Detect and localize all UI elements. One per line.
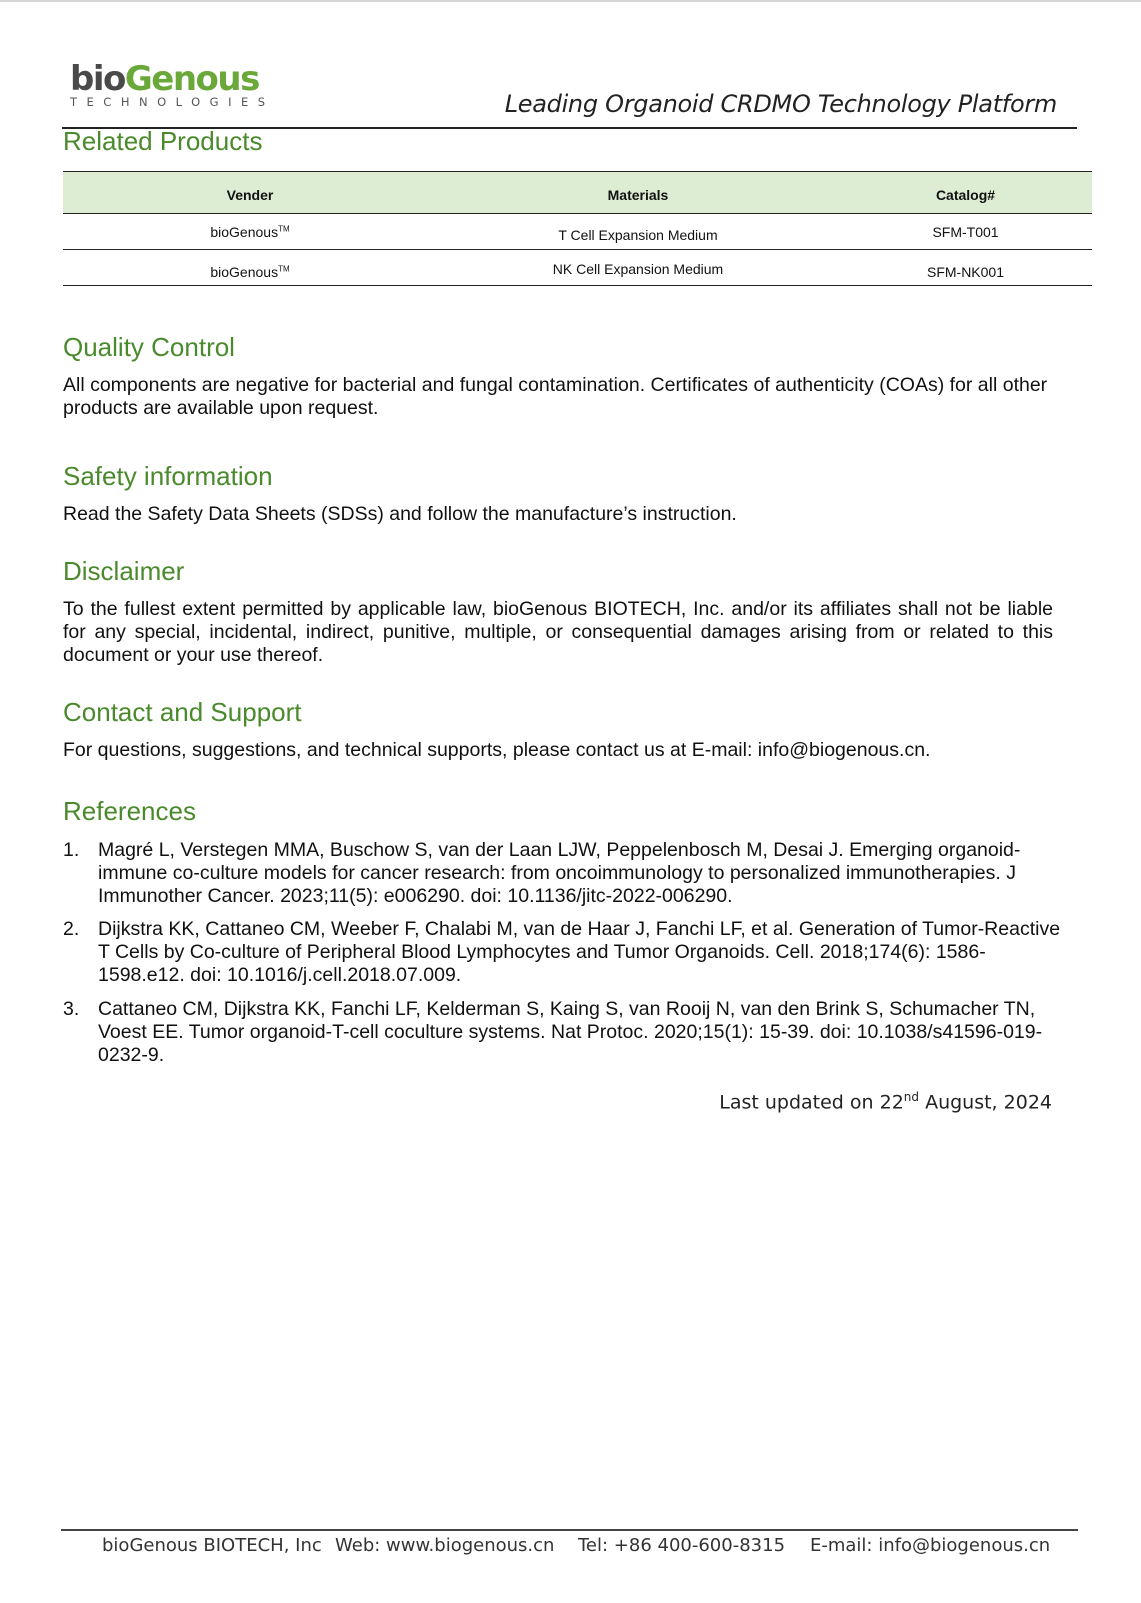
quality-control-heading: Quality Control [63,332,235,362]
reference-text: Cattaneo CM, Dijkstra KK, Fanchi LF, Kelderman S, Kaing S, van Rooij N, van den Brink S, Schumacher TN, Voest EE. Tumor organoid-T-cell coculture systems. Nat Protoc. 2020;15(1): 15-39. doi: 10.1038/s41596-019-0232-9. [98,998,1043,1066]
reference-item [63,918,1063,987]
disclaimer-text: To the fullest extent permitted by applicable law, bioGenous BIOTECH, Inc. and/or its affiliates shall not be liable for any special, incidental, indirect, punitive, multiple, or consequential damages arising from or related to this document or your use thereof. [63,598,1053,666]
logo-genous-text: Genous [124,59,259,99]
column-header-materials: Materials [437,172,839,214]
table-row [63,250,1092,286]
table-cell-vender: bioGenous™ [63,250,437,286]
reference-number: 3. [63,998,80,1020]
column-header-catalog: Catalog# [839,172,1092,214]
reference-number: 1. [63,839,80,861]
last-updated-text: Last updated on 22nd August, 2024 [719,1090,1052,1114]
related-products-table [63,171,1092,286]
footer-web: Web: www.biogenous.cn [335,1535,555,1556]
footer-divider [61,1529,1078,1531]
table-cell-material: NK Cell Expansion Medium [437,250,839,286]
contact-text: For questions, suggestions, and technical supports, please contact us at E-mail: info@biogenous.cn. [63,739,931,761]
company-logo [70,59,275,109]
references-heading: References [63,796,196,826]
table-cell-catalog: SFM-NK001 [839,250,1092,286]
page-top-border [0,0,1141,2]
safety-text: Read the Safety Data Sheets (SDSs) and follow the manufacture’s instruction. [63,503,737,525]
reference-text: Magré L, Verstegen MMA, Buschow S, van der Laan LJW, Peppelenbosch M, Desai J. Emerging organoid-immune co-culture models for cancer research: from oncoimmunology to personalized immunotherapies. J Immunother Cancer. 2023;11(5): e006290. doi: 10.1136/jitc-2022-006290. [98,839,1021,907]
logo-subtitle: TECHNOLOGIES [70,95,275,109]
table-cell-material: T Cell Expansion Medium [437,214,839,250]
footer-tel: Tel: +86 400-600-8315 [578,1535,786,1556]
logo-bio-text: bio [70,59,125,99]
table-cell-vender: bioGenous™ [63,214,437,250]
footer-company: bioGenous BIOTECH, Inc [102,1535,322,1556]
table-row [63,214,1092,250]
quality-control-text: All components are negative for bacterial and fungal contamination. Certificates of authenticity (COAs) for all other products are available upon request. [63,374,1048,419]
reference-item [63,839,1063,908]
reference-number: 2. [63,918,80,940]
disclaimer-heading: Disclaimer [63,556,185,586]
reference-text: Dijkstra KK, Cattaneo CM, Weeber F, Chalabi M, van de Haar J, Fanchi LF, et al. Generation of Tumor-Reactive T Cells by Co-culture of Peripheral Blood Lymphocytes and Tumor Organoids. Cell. 2018;174(6): 1586-1598.e12. doi: 10.1016/j.cell.2018.07.009. [98,918,1061,986]
column-header-vender: Vender [63,172,437,214]
safety-heading: Safety information [63,461,273,491]
header-tagline: Leading Organoid CRDMO Technology Platform [504,90,1057,118]
table-header-row [63,172,1092,214]
footer-email: E-mail: info@biogenous.cn [810,1535,1051,1556]
contact-heading: Contact and Support [63,697,302,727]
reference-item [63,998,1063,1067]
table-cell-catalog: SFM-T001 [839,214,1092,250]
related-products-heading: Related Products [63,126,263,156]
